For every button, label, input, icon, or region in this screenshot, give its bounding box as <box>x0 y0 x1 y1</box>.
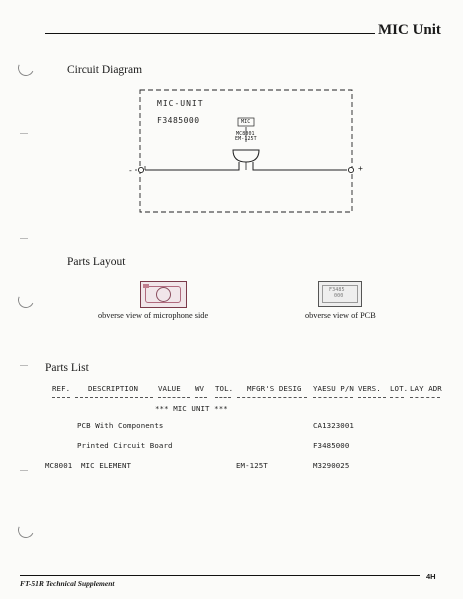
pcb-board <box>318 281 362 307</box>
binder-hole <box>16 290 37 311</box>
page-number: 4H <box>426 572 436 581</box>
col-pn: YAESU P/N <box>313 384 354 393</box>
footer-rule <box>20 575 420 576</box>
margin-mark <box>20 133 28 134</box>
layout-caption-pcb: obverse view of PCB <box>305 311 376 320</box>
circuit-unit-code: F3485000 <box>157 116 200 125</box>
binder-hole <box>16 58 37 79</box>
circuit-unit-name: MIC-UNIT <box>157 99 204 108</box>
section-heading-circuit: Circuit Diagram <box>67 64 143 76</box>
row-part-number: M3290025 <box>313 461 350 470</box>
section-heading-parts-list: Parts List <box>45 362 89 374</box>
margin-mark <box>20 470 28 471</box>
col-ref: REF. <box>52 384 71 393</box>
row-ref: MC8001 <box>45 461 73 470</box>
row-part-number: CA1323001 <box>313 421 354 430</box>
row-description: PCB With Components <box>77 421 164 430</box>
layout-caption-mic-side: obverse view of microphone side <box>98 311 209 320</box>
margin-mark <box>20 365 28 366</box>
col-wv: WV <box>195 384 205 393</box>
col-vers: VERS. <box>358 384 381 393</box>
page-title: MIC Unit <box>378 22 441 38</box>
col-mfgr: MFGR'S DESIG <box>247 384 302 393</box>
mic-ref: MC8001 <box>236 131 255 137</box>
terminal-minus-label: - <box>128 166 133 175</box>
mic-label: MIC <box>241 119 251 125</box>
terminal-minus <box>138 167 143 172</box>
terminal-plus-label: + <box>358 164 363 173</box>
row-part-number: F3485000 <box>313 441 350 450</box>
header-rule <box>45 33 375 34</box>
pcb-label-2: 000 <box>334 293 344 299</box>
mic-model: EM-125T <box>235 136 257 142</box>
mic-side-board <box>140 281 187 308</box>
margin-mark <box>20 238 28 239</box>
pcb-label-1: F3485 <box>329 287 345 293</box>
terminal-plus <box>348 167 353 172</box>
footer-title: FT-51R Technical Supplement <box>20 579 115 588</box>
col-tol: TOL. <box>215 384 234 393</box>
col-lot: LOT. <box>390 384 409 393</box>
col-description: DESCRIPTION <box>88 384 139 393</box>
section-heading-layout: Parts Layout <box>67 256 126 268</box>
row-description: Printed Circuit Board <box>77 441 173 450</box>
circuit-diagram <box>115 82 380 222</box>
row-description: MIC ELEMENT <box>81 461 132 470</box>
binder-hole <box>16 520 37 541</box>
col-lay-adr: LAY ADR <box>410 384 442 393</box>
col-value: VALUE <box>158 384 181 393</box>
row-mfgr-desig: EM-125T <box>236 461 268 470</box>
group-title: *** MIC UNIT *** <box>155 404 228 413</box>
